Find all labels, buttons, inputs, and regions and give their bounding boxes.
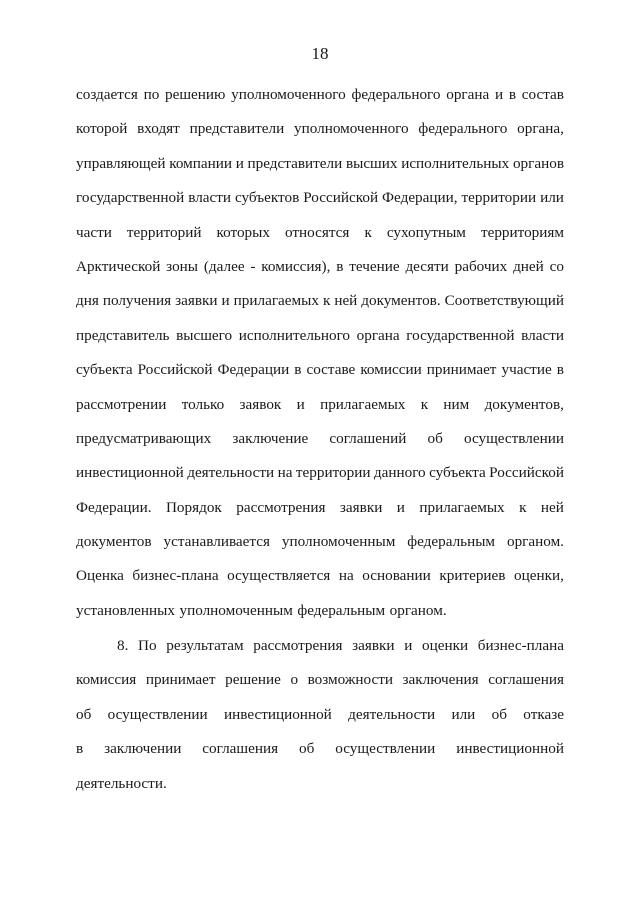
word: прилагаемых [320, 395, 406, 413]
word: инвестиционной [456, 740, 564, 758]
word: об [76, 705, 92, 723]
word: представители [189, 120, 285, 138]
word: дней [513, 257, 544, 275]
word: создается [76, 86, 138, 103]
word: высшего [176, 326, 233, 344]
text-line [76, 223, 564, 257]
word: принимает [145, 671, 216, 689]
text-line [76, 154, 564, 188]
word: о [290, 671, 299, 689]
text-line [76, 774, 564, 808]
word: рассмотрения [253, 637, 343, 654]
word: территориям [480, 223, 564, 241]
word: комиссия), [261, 257, 331, 275]
word: к [322, 292, 331, 310]
word: установленных [76, 601, 175, 619]
word: результатам [166, 637, 244, 654]
text-line [76, 739, 564, 773]
word: ним [443, 395, 470, 413]
word: Федерации. [76, 498, 152, 516]
word: оценки, [514, 567, 564, 585]
word: 8. [117, 637, 129, 654]
word: заключения [402, 671, 479, 689]
word: и [495, 86, 504, 103]
word: критериев [439, 567, 506, 585]
word: ней [334, 292, 358, 310]
word: уполномоченного [294, 120, 409, 138]
word: только [181, 395, 225, 413]
text-line [76, 395, 564, 429]
word: территории [461, 189, 537, 207]
word: государственной [406, 326, 515, 344]
word: деятельности [187, 464, 275, 482]
word: относятся [285, 223, 350, 241]
word: об [427, 429, 443, 447]
word: Оценка [76, 567, 124, 585]
word: в [556, 361, 564, 379]
word: состав [521, 86, 564, 103]
page-number: 18 [311, 44, 329, 63]
word: документов [76, 533, 152, 551]
word: участие [501, 361, 552, 379]
word: десяти [405, 257, 449, 275]
word: территории [295, 464, 371, 482]
word: По [138, 637, 157, 654]
word: органа, [517, 120, 564, 138]
word: к [364, 223, 372, 241]
word: осуществлении [107, 705, 208, 723]
word: уполномоченным [179, 601, 293, 619]
word: течение [349, 257, 400, 275]
word: комиссии [360, 361, 422, 379]
word: высших [345, 154, 398, 172]
word: сухопутным [386, 223, 466, 241]
word: и [221, 292, 230, 310]
word: - [250, 257, 256, 275]
word: которой [76, 120, 128, 138]
word: на [338, 567, 354, 585]
text-line [76, 326, 564, 360]
text-line [76, 566, 564, 600]
text-line [76, 636, 564, 670]
text-line [76, 188, 564, 222]
text-line [76, 601, 564, 635]
word: предусматривающих [76, 429, 212, 447]
word: документов. [361, 292, 441, 310]
word: инвестиционной [224, 705, 332, 723]
word: осуществлении [464, 429, 564, 447]
text-line [76, 119, 564, 153]
word: органом. [389, 601, 447, 619]
text-line [76, 360, 564, 394]
word: отказе [523, 705, 564, 723]
word: уполномоченного [231, 86, 346, 103]
word: рассмотрения [236, 498, 326, 516]
word: получения [102, 292, 172, 310]
word: в [336, 257, 344, 275]
word: представители [247, 154, 343, 172]
text-line [76, 429, 564, 463]
word: ней [540, 498, 564, 516]
word: документов, [484, 395, 564, 413]
word: комиссия [76, 671, 137, 689]
word: рабочих [454, 257, 508, 275]
word: основании [362, 567, 431, 585]
word: осуществлении [335, 740, 436, 758]
word: органом. [506, 533, 564, 551]
word: федерального [351, 86, 441, 103]
word: Порядок [165, 498, 222, 516]
word: бизнес-плана [132, 567, 219, 585]
text-line [76, 291, 564, 325]
word: части [76, 223, 112, 241]
text-line [76, 85, 564, 119]
word: деятельности [348, 705, 436, 723]
word: заявки [352, 637, 395, 654]
word: Федерации, [382, 189, 458, 207]
word: органов [512, 154, 564, 172]
word: заключении [104, 740, 182, 758]
word: входят [137, 120, 180, 138]
word: составе [306, 361, 356, 379]
word: дня [76, 292, 99, 310]
word: территорий [126, 223, 202, 241]
word: компании [169, 154, 232, 172]
text-line [76, 257, 564, 291]
paragraph-1 [76, 85, 564, 635]
word: прилагаемых [419, 498, 505, 516]
word: данного [373, 464, 426, 482]
word: Российской [303, 189, 379, 207]
text-line [76, 463, 564, 497]
word: к [420, 395, 429, 413]
word: исполнительного [238, 326, 351, 344]
word: Арктической [76, 257, 161, 275]
word: возможности [307, 671, 393, 689]
word: и [235, 154, 244, 172]
word: Российской [137, 361, 213, 379]
word: в [508, 86, 517, 103]
word: со [549, 257, 564, 275]
word: устанавливается [163, 533, 270, 551]
word: заявки [339, 498, 383, 516]
word: заявок [239, 395, 282, 413]
word: федеральным [407, 533, 496, 551]
word: субъекта [429, 464, 486, 482]
word: уполномоченным [281, 533, 396, 551]
paragraph-2 [76, 636, 564, 808]
word: или [540, 189, 564, 207]
word: решение [225, 671, 281, 689]
word: в [76, 740, 84, 758]
word: соглашений [329, 429, 407, 447]
word: и [404, 637, 413, 654]
word: исполнительных [401, 154, 510, 172]
word: принимает [426, 361, 497, 379]
word: органа [356, 326, 400, 344]
word: управляющей [76, 154, 166, 172]
word: которых [216, 223, 270, 241]
word: и [396, 498, 405, 516]
word: к [519, 498, 527, 516]
word: федеральным [297, 601, 386, 619]
word: об [299, 740, 315, 758]
word: деятельности. [76, 774, 167, 792]
text-line [76, 670, 564, 704]
word: соглашения [488, 671, 564, 689]
word: Российской [489, 464, 564, 482]
word: органа [446, 86, 490, 103]
word: власти [521, 326, 564, 344]
word: об [491, 705, 507, 723]
word: власти [188, 189, 232, 207]
text-line [76, 498, 564, 532]
word: решению [165, 86, 226, 103]
word: федерального [418, 120, 508, 138]
word: заявки [175, 292, 218, 310]
text-line [76, 532, 564, 566]
word: по [143, 86, 160, 103]
word: осуществляется [227, 567, 331, 585]
word: и [296, 395, 305, 413]
word: бизнес-плана [477, 637, 564, 654]
word: субъекта [76, 361, 133, 379]
word: (далее [203, 257, 245, 275]
word: или [451, 705, 476, 723]
word: субъектов [234, 189, 300, 207]
text-line [76, 705, 564, 739]
word: оценки [421, 637, 469, 654]
word: Соответствующий [444, 292, 564, 310]
word: заключение [232, 429, 309, 447]
word: Федерации [217, 361, 290, 379]
word: инвестиционной [76, 464, 184, 482]
word: рассмотрении [76, 395, 167, 413]
word: на [277, 464, 293, 482]
word: соглашения [202, 740, 279, 758]
word: государственной [76, 189, 185, 207]
word: прилагаемых [233, 292, 319, 310]
word: зоны [166, 257, 199, 275]
word: представитель [76, 326, 170, 344]
word: в [294, 361, 302, 379]
